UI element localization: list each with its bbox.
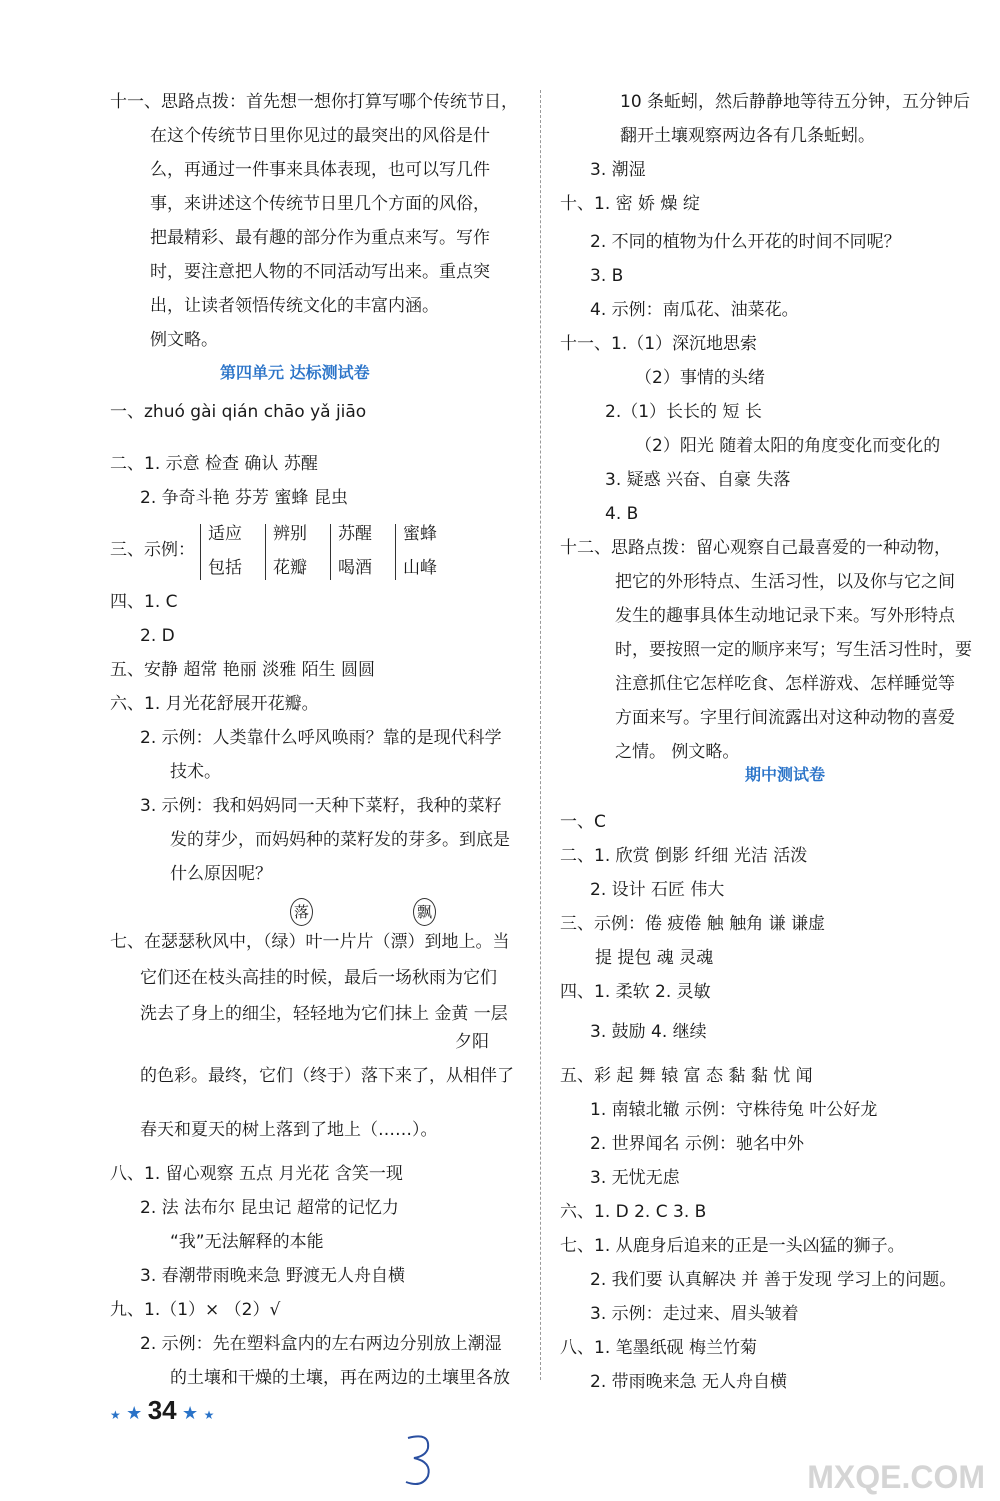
page-number: 34 xyxy=(147,1395,177,1425)
star-icon: ★ xyxy=(203,1408,215,1422)
answer-line: 七、1. 从鹿身后追来的正是一头凶猛的狮子。 xyxy=(560,1236,905,1256)
answer-line: 八、1. 笔墨纸砚 梅兰竹菊 xyxy=(560,1338,758,1358)
answer-line: 2.（1）长长的 短 长 xyxy=(605,402,762,422)
answer-line: （2）阳光 随着太阳的角度变化而变化的 xyxy=(635,436,941,456)
answer-line: 五、彩 起 舞 辕 富 态 黏 黏 忧 闻 xyxy=(560,1066,813,1086)
answer-line: 2. 带雨晚来急 无人舟自横 xyxy=(590,1372,788,1392)
bracket xyxy=(200,524,205,580)
answer-line: 4. B xyxy=(605,504,639,524)
word: 花瓣 xyxy=(273,558,307,578)
answer-line: 的色彩。最终，它们（终于）落下来了，从相伴了 xyxy=(140,1066,514,1086)
answer-line: 3. 示例：我和妈妈同一天种下菜籽，我种的菜籽 xyxy=(140,796,502,816)
annotation-piao: 飘 xyxy=(413,898,436,926)
answer-line: 六、1. 月光花舒展开花瓣。 xyxy=(110,694,319,714)
answer-line: 提 提包 魂 灵魂 xyxy=(595,948,714,968)
answer-line: 2. 世界闻名 示例：驰名中外 xyxy=(590,1134,805,1154)
answer-line: 技术。 xyxy=(170,762,221,782)
answer-line: 4. 示例：南瓜花、油菜花。 xyxy=(590,300,799,320)
handwritten-mark xyxy=(400,1430,440,1490)
answer-line: 3. 示例：走过来、眉头皱着 xyxy=(590,1304,799,1324)
answer-line: 十一、思路点拨：首先想一想你打算写哪个传统节日， xyxy=(110,92,518,112)
answer-line: 的土壤和干燥的土壤，再在两边的土壤里各放 xyxy=(170,1368,510,1388)
answer-line: 七、在瑟瑟秋风中，（绿）叶一片片（漂）到地上。当 xyxy=(110,932,510,952)
answer-line: 发的芽少，而妈妈种的菜籽发的芽多。到底是 xyxy=(170,830,510,850)
star-icon: ★ xyxy=(110,1408,121,1422)
answer-line: 六、1. D 2. C 3. B xyxy=(560,1202,707,1222)
answer-line: 1. 南辕北辙 示例：守株待兔 叶公好龙 xyxy=(590,1100,878,1120)
answer-line: 一、zhuó gài qián chāo yǎ jiāo xyxy=(110,402,367,422)
answer-line: 一、C xyxy=(560,812,606,832)
answer-line: 翻开土壤观察两边各有几条蚯蚓。 xyxy=(620,126,875,146)
answer-line: 三、示例： xyxy=(110,540,195,560)
word: 蜜蜂 xyxy=(403,524,437,544)
answer-line: 二、1. 示意 检查 确认 苏醒 xyxy=(110,454,318,474)
answer-line: 洗去了身上的细尘，轻轻地为它们抹上 金黄 一层 xyxy=(140,1004,508,1024)
word: 包括 xyxy=(208,558,242,578)
answer-line: 3. 鼓励 4. 继续 xyxy=(590,1022,707,1042)
answer-line: 它们还在枝头高挂的时候，最后一场秋雨为它们 xyxy=(140,968,497,988)
answer-line: 时，要按照一定的顺序来写；写生活习性时，要 xyxy=(615,640,972,660)
answer-line: 夕阳 xyxy=(455,1032,489,1052)
answer-line: 3. B xyxy=(590,266,624,286)
answer-line: 四、1. 柔软 2. 灵敏 xyxy=(560,982,711,1002)
answer-line: 3. 春潮带雨晚来急 野渡无人舟自横 xyxy=(140,1266,406,1286)
word: 适应 xyxy=(208,524,242,544)
answer-line: 注意抓住它怎样吃食、怎样游戏、怎样睡觉等 xyxy=(615,674,955,694)
bracket xyxy=(395,524,400,580)
star-icon: ★ xyxy=(126,1403,143,1424)
answer-line: 2. 示例：人类靠什么呼风唤雨？靠的是现代科学 xyxy=(140,728,502,748)
answer-line: 春天和夏天的树上落到了地上（……）。 xyxy=(140,1120,438,1140)
answer-line: 之情。 例文略。 xyxy=(615,742,740,762)
answer-line: 出，让读者领悟传统文化的丰富内涵。 xyxy=(150,296,439,316)
word: 辨别 xyxy=(273,524,307,544)
answer-line: 四、1. C xyxy=(110,592,178,612)
answer-line: 三、示例：倦 疲倦 触 触角 谦 谦虚 xyxy=(560,914,826,934)
answer-line: 2. 示例：先在塑料盒内的左右两边分别放上潮湿 xyxy=(140,1334,502,1354)
annotation-luo: 落 xyxy=(290,898,313,926)
answer-line: 例文略。 xyxy=(150,330,218,350)
word: 喝酒 xyxy=(338,558,372,578)
word: 苏醒 xyxy=(338,524,372,544)
answer-line: 五、安静 超常 艳丽 淡雅 陌生 圆圆 xyxy=(110,660,376,680)
answer-line: 2. 我们要 认真解决 并 善于发现 学习上的问题。 xyxy=(590,1270,957,1290)
word: 山峰 xyxy=(403,558,437,578)
bracket xyxy=(265,524,270,580)
answer-line: 2. 争奇斗艳 芬芳 蜜蜂 昆虫 xyxy=(140,488,348,508)
answer-line: 八、1. 留心观察 五点 月光花 含笑一现 xyxy=(110,1164,403,1184)
answer-line: 2. 不同的植物为什么开花的时间不同呢？ xyxy=(590,232,901,252)
answer-line: 十二、思路点拨：留心观察自己最喜爱的一种动物， xyxy=(560,538,951,558)
answer-line: 3. 潮湿 xyxy=(590,160,646,180)
answer-line: 2. 设计 石匠 伟大 xyxy=(590,880,725,900)
watermark: MXQE.COM xyxy=(807,1459,985,1495)
answer-line: 九、1.（1）× （2）√ xyxy=(110,1300,281,1320)
column-divider xyxy=(540,90,541,1380)
answer-line: 3. 无忧无虑 xyxy=(590,1168,680,1188)
star-icon: ★ xyxy=(182,1403,199,1424)
answer-line: 在这个传统节日里你见过的最突出的风俗是什 xyxy=(150,126,490,146)
page-footer xyxy=(110,1395,214,1426)
bracket xyxy=(330,524,335,580)
answer-line: 2. D xyxy=(140,626,175,646)
unit4-heading: 第四单元 达标测试卷 xyxy=(220,363,370,382)
answer-line: 十、1. 密 娇 燥 绽 xyxy=(560,194,700,214)
answer-line: 方面来写。字里行间流露出对这种动物的喜爱 xyxy=(615,708,955,728)
answer-line: 时，要注意把人物的不同活动写出来。重点突 xyxy=(150,262,490,282)
answer-line: 3. 疑惑 兴奋、自豪 失落 xyxy=(605,470,791,490)
answer-line: 2. 法 法布尔 昆虫记 超常的记忆力 xyxy=(140,1198,399,1218)
answer-line: 把最精彩、最有趣的部分作为重点来写。写作 xyxy=(150,228,490,248)
answer-line: （2）事情的头绪 xyxy=(635,368,765,388)
answer-line: 么，再通过一件事来具体表现，也可以写几件 xyxy=(150,160,490,180)
answer-line: “我”无法解释的本能 xyxy=(170,1232,324,1252)
answer-line: 十一、1.（1）深沉地思索 xyxy=(560,334,758,354)
answer-line: 什么原因呢？ xyxy=(170,864,272,884)
answer-line: 把它的外形特点、生活习性，以及你与它之间 xyxy=(615,572,955,592)
answer-line: 二、1. 欣赏 倒影 纤细 光洁 活泼 xyxy=(560,846,808,866)
answer-line: 10 条蚯蚓，然后静静地等待五分钟，五分钟后 xyxy=(620,92,971,112)
answer-line: 事，来讲述这个传统节日里几个方面的风俗， xyxy=(150,194,490,214)
midterm-heading: 期中测试卷 xyxy=(745,765,826,784)
answer-line: 发生的趣事具体生动地记录下来。写外形特点 xyxy=(615,606,955,626)
